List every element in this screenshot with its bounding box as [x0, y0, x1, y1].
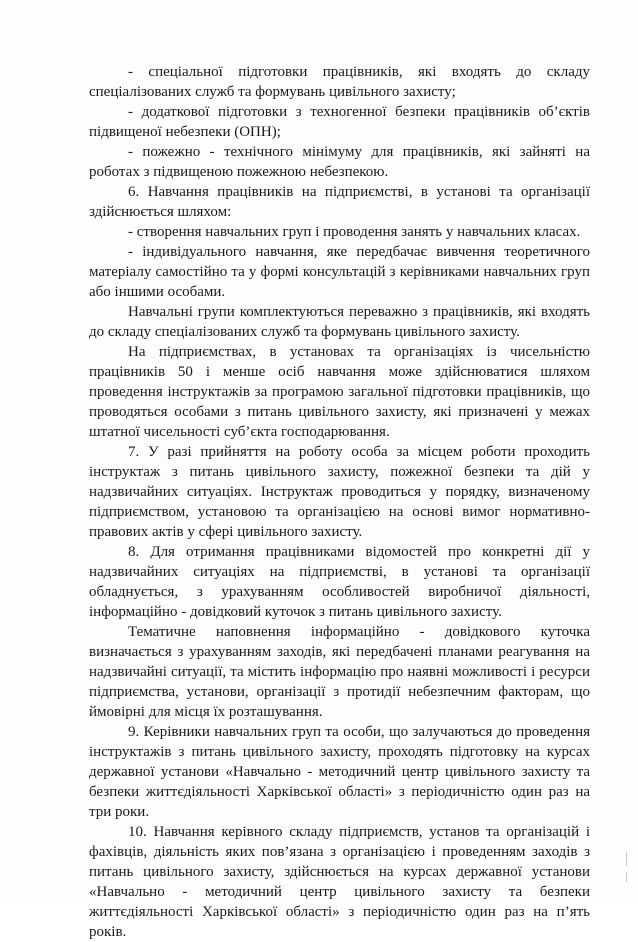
paragraph-small-enterprises: На підприємствах, в установах та організаціях із чисельністю працівників 50 і менше осіб навчання може здійснюватися шляхом проведення інструктажів за програмою загальної підготовки працівників, що проводяться особами з питань цивільного захисту, які призначені у межах штатної чисельності суб’єкта господарювання. — [89, 344, 590, 440]
paragraph-technogenic-safety: - додаткової підготовки з техногенної безпеки працівників об’єктів підвищеної небезпеки (ОПН); — [89, 104, 590, 140]
paragraph-individual-training: - індивідуального навчання, яке передбачає вивчення теоретичного матеріалу самостійно та у формі консультацій з керівниками навчальних груп або іншими особами. — [89, 244, 590, 300]
paragraph-item-9: 9. Керівники навчальних груп та особи, що залучаються до проведення інструктажів з питань цивільного захисту, проходять підготовку на курсах державної установи «Навчально - методичний центр цивільного захисту та безпеки життєдіяльності Харківської області» з періодичністю один раз на три роки. — [89, 724, 590, 820]
paragraph-group-staffing: Навчальні групи комплектуються переважно з працівників, які входять до складу спеціалізованих служб та формувань цивільного захисту. — [89, 304, 590, 340]
paragraph-item-7: 7. У разі прийняття на роботу особа за місцем роботи проходить інструктаж з питань цивільного захисту, пожежної безпеки та дій у надзвичайних ситуаціях. Інструктаж проводиться у порядку, визначеному підприємством, установою та організацією на основі вимог нормативно-правових актів у сфері цивільного захисту. — [89, 444, 590, 540]
paragraph-training-groups: - створення навчальних груп і проводення занять у навчальних класах. — [128, 224, 581, 240]
paragraph-info-corner: Тематичне наповнення інформаційно - довідкового куточка визначається з урахуванням заходів, які передбачені планами реагування на надзвичайні ситуації, та містить інформацію про наявні можливості і ресурси підприємства, установи, організації з протидії небезпечним факторам, що ймовірні для місця їх розташування. — [89, 624, 590, 720]
paragraph-item-10: 10. Навчання керівного складу підприємств, установ та організацій і фахівців, діяльність яких пов’язана з організацією і проведенням заходів з питань цивільного захисту, здійснюється на курсах державної установи «Навчально - методичний центр цивільного захисту та безпеки життєдіяльності Харківської області» з періодичністю один раз на п’ять років. — [89, 824, 590, 940]
paragraph-item-8: 8. Для отримання працівниками відомостей про конкретні дії у надзвичайних ситуаціях на підприємстві, в установі та організації обладнується, з урахуванням особливостей виробничої діяльності, інформаційно - довідковий куточок з питань цивільного захисту. — [89, 544, 590, 620]
paragraph-fire-minimum: - пожежно - технічного мінімуму для працівників, які зайняті на роботах з підвищеною пожежною небезпекою. — [89, 144, 590, 180]
scan-edge-mark — [626, 872, 627, 882]
document-body — [89, 62, 590, 942]
paragraph-special-training: - спеціальної підготовки працівників, які входять до складу спеціалізованих служб та формувань цивільного захисту; — [89, 64, 590, 100]
paragraph-item-6: 6. Навчання працівників на підприємстві, в установі та організації здійснюється шляхом: — [89, 184, 590, 220]
scan-edge-mark — [626, 852, 627, 866]
